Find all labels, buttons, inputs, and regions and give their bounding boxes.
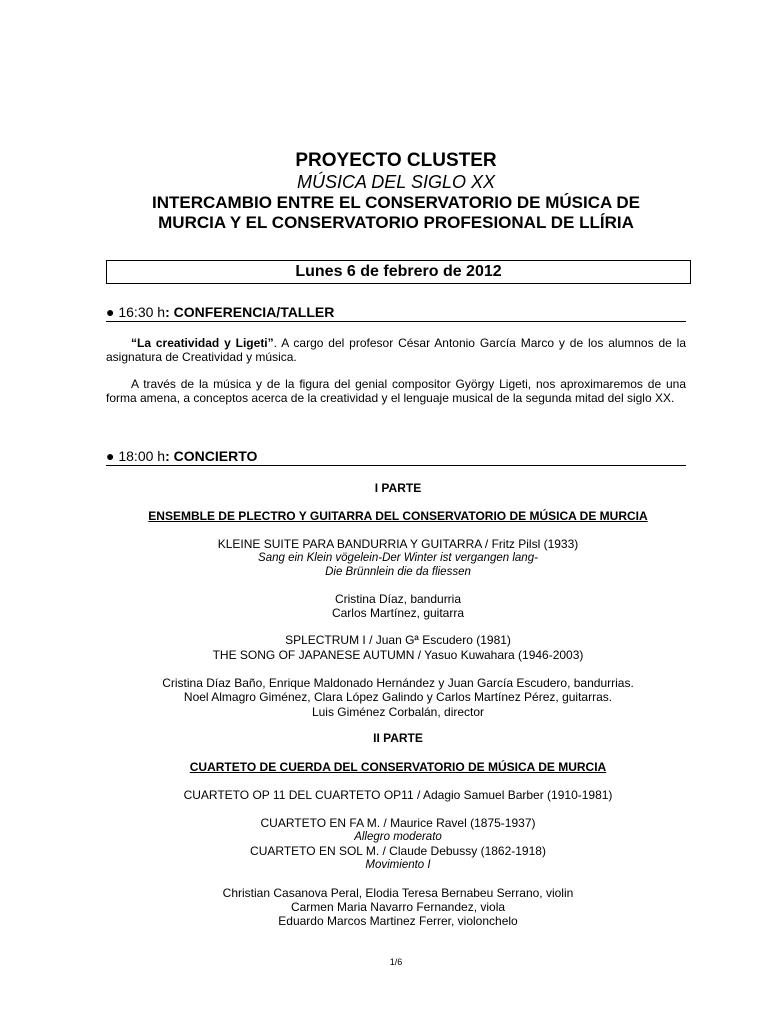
performer-viola: Carmen Maria Navarro Fernandez, viola (290, 900, 506, 914)
performers-bandurrias: Cristina Díaz Baño, Enrique Maldonado Hernández y Juan García Escudero, bandurrias. (162, 676, 634, 690)
ensemble-two-heading: CUARTETO DE CUERDA DEL CONSERVATORIO DE MÚSICA DE MURCIA (189, 760, 607, 774)
document-title: PROYECTO CLUSTER (295, 150, 497, 171)
work-japanese-autumn: THE SONG OF JAPANESE AUTUMN / Yasuo Kuwahara (1946-2003) (212, 648, 584, 662)
performer-bandurria: Cristina Díaz, bandurria (334, 592, 462, 606)
page-number: 1/6 (389, 957, 403, 967)
conference-time: 16:30 h (118, 304, 166, 320)
document-subtitle: MÚSICA DEL SIGLO XX (296, 172, 496, 192)
performer-violonchelo: Eduardo Marcos Martinez Ferrer, violonchelo (278, 914, 518, 928)
ensemble-one-heading: ENSEMBLE DE PLECTRO Y GUITARRA DEL CONSERVATORIO DE MÚSICA DE MURCIA (148, 509, 648, 523)
conference-paragraph-1 (106, 336, 686, 364)
work-debussy-movement: Movimiento I (365, 859, 431, 871)
exchange-heading-line2: MURCIA Y EL CONSERVATORIO PROFESIONAL DE LLÍRIA (158, 213, 634, 232)
performer-guitarra: Carlos Martínez, guitarra (331, 606, 465, 620)
performers-guitarras: Noel Almagro Giménez, Clara López Galindo y Carlos Martínez Pérez, guitarras. (183, 690, 613, 704)
work-kleine-suite-movements-1: Sang ein Klein vögelein-Der Winter ist vergangen lang- (258, 552, 538, 564)
conference-quote: “La creatividad y Ligeti” (131, 336, 274, 350)
work-kleine-suite: KLEINE SUITE PARA BANDURRIA Y GUITARRA / Fritz Pilsl (1933) (217, 537, 579, 551)
conference-description: . A cargo del profesor César Antonio García Marco y de los alumnos de la asignatura de Creatividad y música. (106, 336, 687, 364)
conference-paragraph-2: A través de la música y de la figura del genial compositor György Ligeti, nos aproximaremos de una forma amena, a conceptos acerca de la creatividad y el lenguaje musical de la segunda mitad del siglo XX. (106, 377, 686, 405)
performer-director: Luis Giménez Corbalán, director (311, 705, 485, 719)
bullet-icon: ● (106, 304, 119, 320)
work-kleine-suite-movements-2: Die Brünnlein die da fliessen (325, 566, 471, 578)
section-heading-concert (106, 448, 686, 466)
performers-violin: Christian Casanova Peral, Elodia Teresa Bernabeu Serrano, violin (222, 886, 574, 900)
work-ravel-movement: Allegro moderato (354, 831, 442, 843)
section-heading-conference (106, 304, 686, 322)
work-debussy: CUARTETO EN SOL M. / Claude Debussy (1862-1918) (250, 844, 546, 858)
conference-label: : CONFERENCIA/TALLER (165, 304, 335, 320)
work-barber: CUARTETO OP 11 DEL CUARTETO OP11 / Adagio Samuel Barber (1910-1981) (183, 788, 613, 802)
concert-time: 18:00 h (118, 448, 166, 464)
work-splectrum: SPLECTRUM I / Juan Gª Escudero (1981) (285, 633, 511, 647)
exchange-heading-line1: INTERCAMBIO ENTRE EL CONSERVATORIO DE MÚSICA DE (151, 193, 640, 212)
date-box: Lunes 6 de febrero de 2012 (106, 260, 691, 284)
work-ravel: CUARTETO EN FA M. / Maurice Ravel (1875-1937) (260, 816, 536, 830)
bullet-icon: ● (106, 448, 119, 464)
concert-label: : CONCIERTO (165, 448, 258, 464)
part-two-heading: II PARTE (373, 731, 423, 745)
part-one-heading: I PARTE (374, 481, 422, 495)
